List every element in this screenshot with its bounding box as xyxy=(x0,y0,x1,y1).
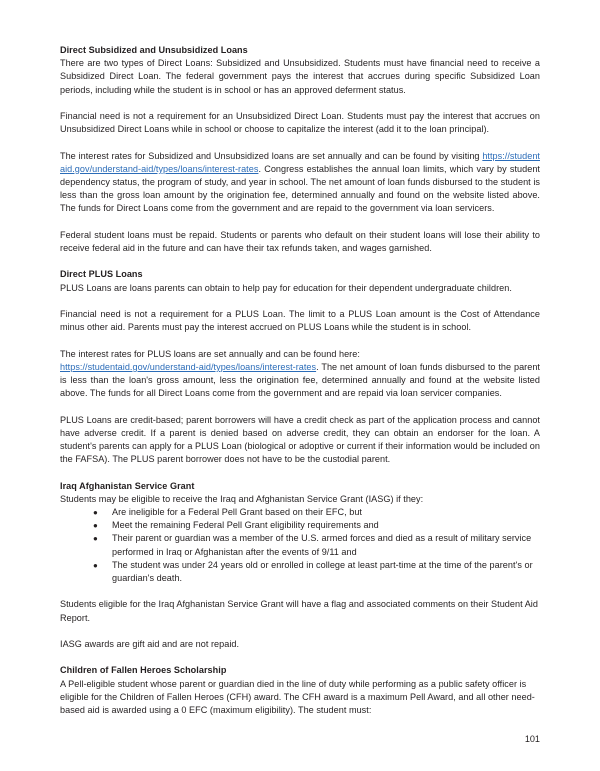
bullet-icon: ● xyxy=(93,507,98,517)
list-iasg-eligibility xyxy=(60,506,540,585)
section-spacer xyxy=(60,466,540,479)
paragraph-spacer xyxy=(60,334,540,347)
paragraph-plus-credit-based: PLUS Loans are credit-based; parent borrowers will have a credit check as part of the application process and cannot have adverse credit. If a parent is denied based on adverse credit, they can obtain an endorser for the loan. A student's parents can apply for a PLUS Loan (biological or adoptive or current if their information would be included on the FAFSA). The PLUS parent borrower does not have to be the custodial parent. xyxy=(60,414,540,465)
list-item xyxy=(60,532,540,558)
text-before-interest-rates-link: The interest rates for Subsidized and Unsubsidized loans are set annually and can be found by visiting xyxy=(60,150,483,161)
heading-direct-plus-loans: Direct PLUS Loans xyxy=(60,269,143,280)
paragraph-spacer xyxy=(60,136,540,149)
list-item xyxy=(60,559,540,585)
bullet-icon: ● xyxy=(93,560,98,570)
paragraph-iasg-gift-aid: IASG awards are gift aid and are not repaid. xyxy=(60,638,240,649)
paragraph-plus-rates-lead: The interest rates for PLUS loans are set annually and can be found here: xyxy=(60,348,360,359)
paragraph-loan-repayment-default: Federal student loans must be repaid. Students or parents who default on their student loans will lose their ability to receive federal aid in the future and can have their tax refunds taken, and wages garnished. xyxy=(60,229,540,253)
paragraph-plus-interest-rates xyxy=(60,361,540,401)
paragraph-spacer xyxy=(60,400,540,413)
bullet-icon: ● xyxy=(93,521,98,531)
paragraph-cfh-description: A Pell-eligible student whose parent or guardian died in the line of duty while performing as a public safety officer is eligible for the Children of Fallen Heroes (CFH) award. The CFH award is a maximum Pell Award, and all other need-based aid is awarded using a 0 EFC (maximum eligibility). The student must: xyxy=(60,678,535,715)
list-item xyxy=(60,519,540,532)
paragraph-iasg-flag: Students eligible for the Iraq Afghanistan Service Grant will have a flag and associated comments on their Student Aid Report. xyxy=(60,599,538,623)
paragraph-spacer xyxy=(60,625,540,638)
bullet-icon: ● xyxy=(93,534,98,544)
section-spacer xyxy=(60,651,540,664)
text-after-plus-link: . The net amount of loan funds disbursed to the parent is less than the loan's gross amount, less the origination fee, determined annually and found at the website listed above. The funds for all Direct Loans come from the government and are repaid via loan servicer companies. xyxy=(60,361,540,399)
heading-children-of-fallen-heroes-scholarship: Children of Fallen Heroes Scholarship xyxy=(60,665,227,676)
list-item-label: Are ineligible for a Federal Pell Grant based on their EFC, but xyxy=(112,506,362,517)
list-item-label: Meet the remaining Federal Pell Grant eligibility requirements and xyxy=(112,520,379,531)
paragraph-subsidized-types: There are two types of Direct Loans: Subsidized and Unsubsidized. Students must have financial need to receive a Subsidized Direct Loan. The federal government pays the interest that accrues during specific Subsidized Loan periods, including while the student is in school or has an approved deferment status. xyxy=(60,58,540,95)
paragraph-spacer xyxy=(60,295,540,308)
link-interest-rates-subsidized[interactable]: https://studentaid.gov/understand-aid/types/loans/interest-rates xyxy=(60,150,540,174)
paragraph-plus-financial-need: Financial need is not a requirement for a PLUS Loan. The limit to a PLUS Loan amount is the Cost of Attendance minus other aid. Parents must pay the interest accrued on PLUS Loans while the student is in school. xyxy=(60,308,540,333)
section-spacer xyxy=(60,255,540,268)
paragraph-spacer xyxy=(60,97,540,110)
document-body xyxy=(60,44,540,717)
list-item-label: Their parent or guardian was a member of the U.S. armed forces and died as a result of military service performed in Iraq or Afghanistan after the events of 9/11 and xyxy=(112,533,532,557)
list-item xyxy=(60,506,540,519)
text-after-interest-rates-link: . Congress establishes the annual loan limits, which vary by student dependency status, the program of study, and year in school. The net amount of loan funds disbursed to the student is less than the gross loan amount by the origination fee, determined annually and found on the website listed above. The funds for Direct Loans come from the government and are repaid to the government via loan servicers. xyxy=(60,163,540,214)
page-number: 101 xyxy=(524,734,540,744)
paragraph-spacer xyxy=(60,585,540,598)
link-interest-rates-plus[interactable]: https://studentaid.gov/understand-aid/types/loans/interest-rates xyxy=(60,361,317,372)
paragraph-unsubsidized-interest: Financial need is not a requirement for an Unsubsidized Direct Loan. Students must pay the interest that accrues on Unsubsidized Direct Loans while in school or choose to capitalize the interest (add it to the loan principal). xyxy=(60,111,540,135)
heading-iraq-afghanistan-service-grant: Iraq Afghanistan Service Grant xyxy=(60,480,195,491)
paragraph-spacer xyxy=(60,216,540,229)
paragraph-subsidized-interest-rates xyxy=(60,150,540,216)
paragraph-plus-definition: PLUS Loans are loans parents can obtain to help pay for education for their dependent undergraduate children. xyxy=(60,282,512,293)
heading-direct-subsidized-unsubsidized-loans: Direct Subsidized and Unsubsidized Loans xyxy=(60,45,248,55)
list-item-label: The student was under 24 years old or enrolled in college at least part-time at the time of the parent's or guardian's death. xyxy=(112,559,533,583)
paragraph-iasg-intro: Students may be eligible to receive the Iraq and Afghanistan Service Grant (IASG) if they: xyxy=(60,493,424,504)
